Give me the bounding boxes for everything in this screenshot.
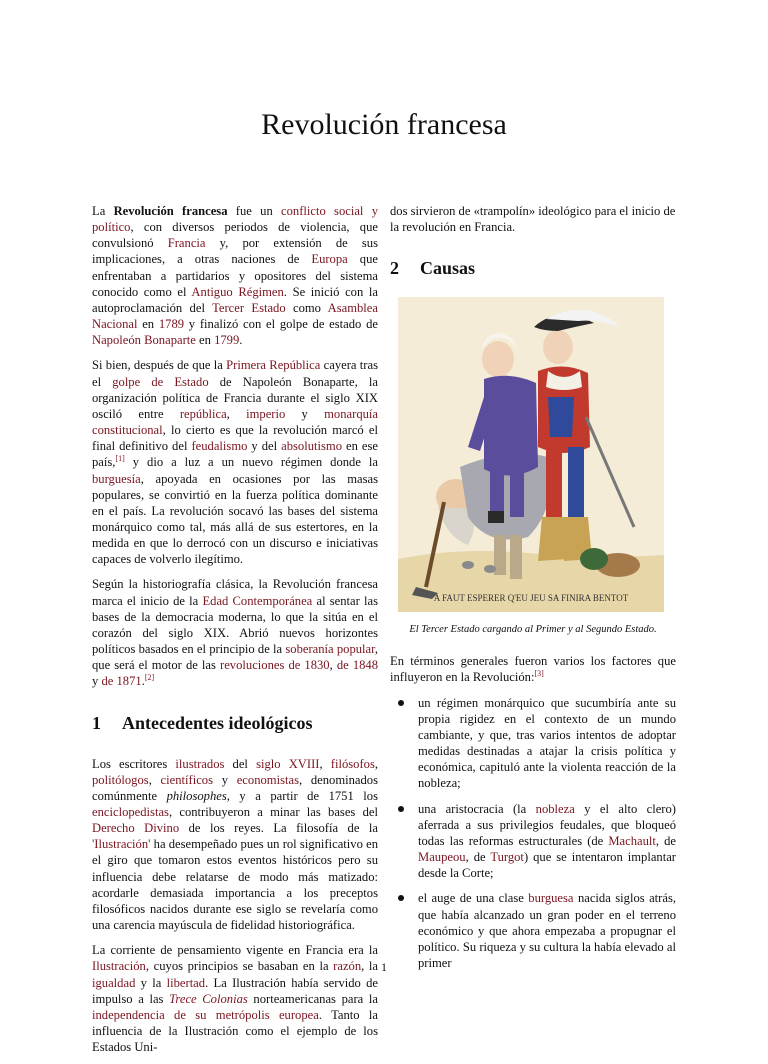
intro-paragraph [92,203,378,348]
text: , apoyada en ocasiones por las masas populares, se convirtió en la fuerza política dominante en el país. La revolución socavó las bases del sistema monárquico como tal, más allá de sus estertores, en la medida en que lo derrocó con un discurso e iniciativas capaces de volverlo ilegítimo. [92,471,378,567]
text: como [285,300,328,315]
causes-list [390,695,676,972]
reference-2[interactable]: [2] [144,673,155,683]
link-golpe-de-estado[interactable]: golpe de Estado [112,374,209,389]
section-heading-causas [390,257,676,279]
right-column [390,203,676,980]
link-1789[interactable]: 1789 [158,317,185,332]
text: en ese país, [92,439,378,470]
italic-term: philosophes [166,788,227,803]
tercer-estado-illustration [398,297,664,612]
link-imperio[interactable]: imperio [246,406,286,421]
link-burguesia[interactable]: burguesía [92,471,141,486]
caricature-inscription: A FAUT ESPERER Q'EU JEU SA FINIRA BENTOT [433,593,629,604]
text: y del [247,439,282,454]
bullet-icon [398,895,404,901]
link-europa[interactable]: Europa [311,252,348,267]
link-monarquia-constitucional[interactable]: monarquía constitucional [92,406,378,438]
text: . La Ilustración había servido de impulso a las [92,975,378,1006]
link-razon[interactable]: razón [333,959,362,974]
text: el auge de una clase [418,891,529,906]
text: de los reyes. La filosofía de la [179,821,378,836]
section-number: 2 [390,258,399,279]
text: , y a partir de 1751 los [226,788,378,803]
text: , cuyos principios se basaban en la [145,959,334,974]
link-1848[interactable]: de 1848 [336,658,379,673]
link-trece-colonias[interactable]: Trece Colonias [169,991,248,1006]
text: . Tanto la influencia de la Ilustración como el ejemplo de los Estados Uni- [92,1007,378,1055]
text: , la [361,959,379,974]
reference-3[interactable]: [3] [534,669,544,679]
text: , [374,756,379,771]
section-number: 1 [92,712,101,733]
link-napoleon[interactable]: Napoleón Bonaparte [92,333,196,348]
text: al sentar las bases de la democracia moderna, lo que la sitúa en el corazón del siglo XIX. Abrió nuevos horizontes políticos basados en el principio de la [92,593,379,657]
text: y la [135,975,167,990]
continuation-paragraph: dos sirvieron de «trampolín» ideológico para el inicio de la revolución en Francia. [390,204,676,235]
text: , que será el motor de las [92,642,378,673]
text: . [141,674,145,689]
list-item [390,801,676,882]
link-republica[interactable]: república [179,406,227,421]
reference-1[interactable]: [1] [115,454,125,464]
text: . Se inició con la autoproclamación del [92,284,378,315]
text: y dio a luz a un nuevo régimen donde la [124,455,378,470]
text: , [148,772,161,787]
paragraph-3 [92,576,378,689]
text: de Napoleón Bonaparte, la organización política de Francia durante el siglo XIX osciló entre [92,374,378,421]
figure-caption: El Tercer Estado cargando al Primer y al Segundo Estado. [409,624,657,636]
link-asamblea-nacional[interactable]: Asamblea Nacional [92,300,378,332]
text: y [213,772,237,787]
text: La corriente de pensamiento vigente en Francia era la [92,943,378,958]
text: Si bien, después de que la [92,358,227,373]
link-edad-contemporanea[interactable]: Edad Contemporánea [202,593,313,608]
link-tercer-estado[interactable]: Tercer Estado [212,300,286,315]
text: en [137,317,159,332]
link-siglo-xviii[interactable]: siglo XVIII [256,756,320,771]
text: y finalizó con el golpe de estado de [184,317,378,332]
text: . [239,333,243,348]
text: La [92,204,114,218]
link-francia[interactable]: Francia [167,236,206,251]
causes-intro-paragraph [390,653,676,685]
text: y el alto clero) aferrada a sus privilegios feudales, que bloqueó todas las reformas estructurales (de [418,801,676,848]
text: , contribuyeron a minar las bases del [168,805,378,819]
link-conflicto-social[interactable]: conflicto social y político [92,204,379,235]
link-ilustracion-2[interactable]: Ilustración [92,959,146,974]
text: y [285,406,325,421]
text: , [329,658,337,673]
link-burguesa[interactable]: burguesa [528,891,574,906]
text: un régimen monárquico que sucumbiría ante su propia rigidez en el contexto de un mundo cambiante, y que, tras varios intentos de adoptar medidas destinadas a atajar la crisis política y económica, capituló ante la violenta reacción de la nobleza; [418,695,676,791]
link-libertad[interactable]: libertad [166,975,206,990]
text: , de [465,850,491,865]
link-soberania-popular[interactable]: soberanía popular [285,642,375,657]
link-feudalismo[interactable]: feudalismo [191,439,248,454]
text: , lo cierto es que la revolución marcó el final definitivo del [92,423,378,454]
text: cayera tras el [92,358,378,389]
text: , [226,406,247,421]
list-item [390,695,676,792]
link-machault[interactable]: Machault [608,833,656,848]
text: en [195,333,215,348]
link-derecho-divino[interactable]: Derecho Divino [92,821,180,836]
text: En términos generales fueron varios los factores que influyeron en la Revolución: [390,654,676,685]
link-1871[interactable]: de 1871 [101,674,142,689]
bullet-icon [398,806,404,812]
link-igualdad[interactable]: igualdad [92,975,136,990]
text: y [92,674,102,689]
text: norteamericanas para la [247,991,378,1006]
text: , denominados comúnmente [92,772,378,803]
text: , con diversos periodos de violencia, que convulsionó [92,220,378,251]
page-title: Revolución francesa [261,108,507,141]
text: Según la historiografía clásica, la Revolución francesa marca el inicio de la [92,577,378,608]
text: nacida siglos atrás, que había alcanzado un gran poder en el terreno económico y que ahora empezaba a propugnar el político. Su riqueza y su cultura la había elevado al primer [418,891,676,970]
link-antiguo-regimen[interactable]: Antiguo Régimen [191,284,284,299]
link-economistas[interactable]: economistas [236,772,299,787]
link-independencia[interactable]: independencia de su metrópolis europea [92,1007,319,1022]
section-heading-antecedentes [92,712,378,734]
link-turgot[interactable]: Turgot [490,850,524,865]
link-1799[interactable]: 1799 [214,333,240,348]
text: Los escritores [92,756,176,771]
text: ha desempeñado pues un rol significativo en el giro que tomaron estos eventos históricos pero su influencia debe relatarse de modo más matizado: acordarle demasiada importancia a los preceptos filosóficos nacidos durante ese siglo se revelaría como una carencia mayúscula de fidelidad historiográfica. [92,837,378,933]
text: fue un [227,204,282,218]
link-revoluciones-1830[interactable]: revoluciones de 1830 [220,658,330,673]
text: una aristocracia (la [418,801,536,816]
caricature-image [398,297,664,612]
link-nobleza[interactable]: nobleza [535,801,575,816]
section-title: Causas [420,258,476,279]
page-number: 1 [381,960,387,974]
paragraph-4 [92,756,378,934]
link-enciclopedistas[interactable]: enciclopedistas [92,805,169,819]
link-absolutismo[interactable]: absolutismo [281,439,342,454]
link-filosofos[interactable]: filósofos [330,756,375,771]
link-maupeou[interactable]: Maupeou [418,850,466,865]
section-title: Antecedentes ideológicos [122,712,313,733]
text: , [319,756,331,771]
bullet-icon [398,700,404,706]
link-ilustrados[interactable]: ilustrados [175,756,225,771]
text: ) que se intentaron implantar desde la Corte; [418,850,676,881]
text: que enfrentaban a partidarios y opositores del sistema conocido como el [92,252,378,299]
link-ilustracion[interactable]: 'Ilustración' [92,837,151,852]
left-column [92,203,378,1064]
text: y, por extensión de sus implicaciones, a otras naciones de [92,236,378,267]
link-politologos[interactable]: politólogos [92,772,149,787]
bold-term: Revolución francesa [113,204,228,218]
list-item [390,890,676,971]
paragraph-2 [92,357,378,567]
text: del [224,756,257,771]
text: , de [655,833,676,848]
link-cientificos[interactable]: científicos [160,772,214,787]
link-primera-republica[interactable]: Primera República [226,358,321,373]
